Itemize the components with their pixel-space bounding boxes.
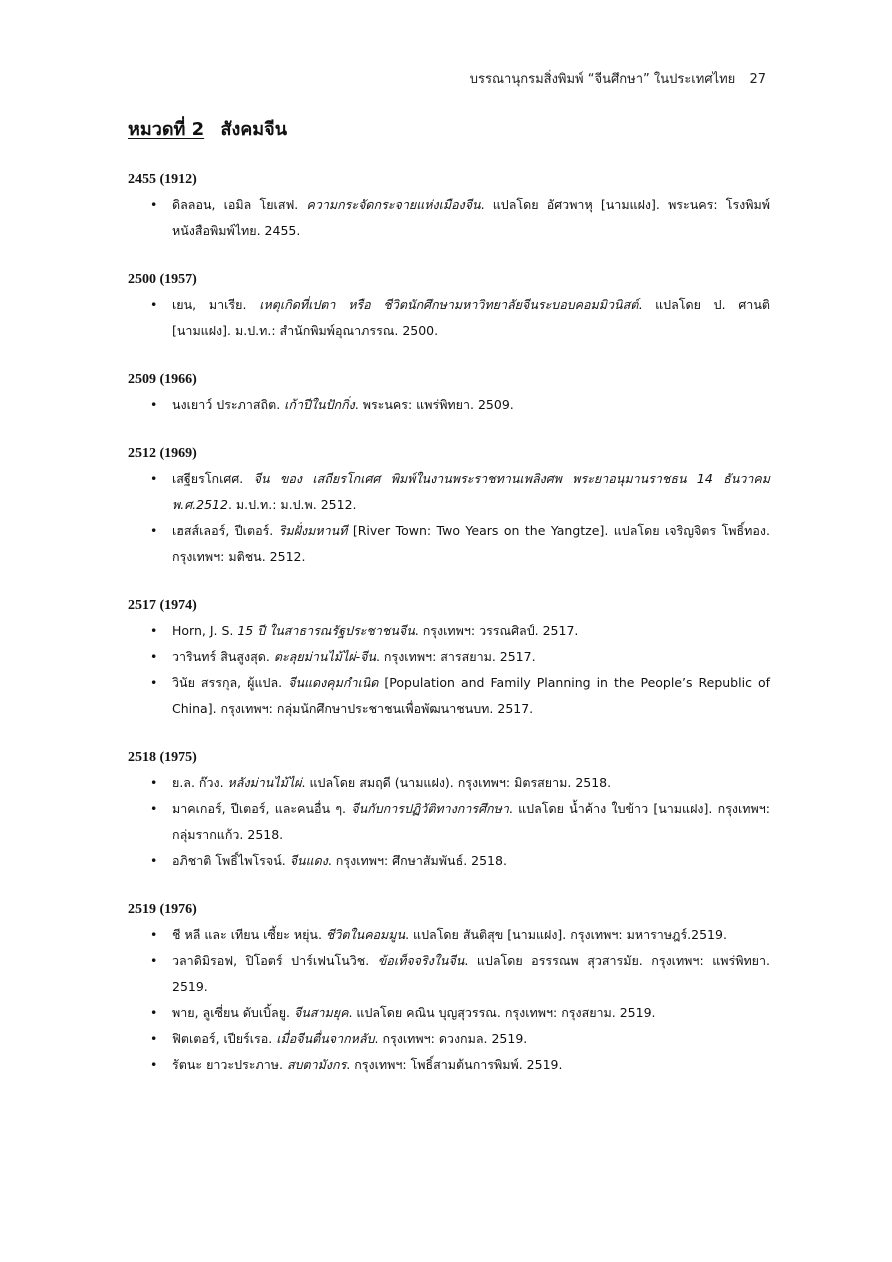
bullet-icon: • xyxy=(150,927,158,942)
bullet-icon: • xyxy=(150,649,158,664)
bullet-icon: • xyxy=(150,523,158,538)
entry-author: เยน, มาเรีย. xyxy=(172,297,260,312)
page-number: 27 xyxy=(749,72,766,87)
entry-publication-info: . กรุงเทพฯ: โพธิ์สามต้นการพิมพ์. 2519. xyxy=(346,1057,563,1072)
year-heading: 2517 (1974) xyxy=(128,598,197,613)
entry-author: มาคเกอร์, ปีเตอร์, และคนอื่น ๆ. xyxy=(172,801,352,816)
year-heading: 2455 (1912) xyxy=(128,172,197,187)
year-heading: 2518 (1975) xyxy=(128,750,197,765)
bibliography-entry xyxy=(128,670,770,722)
entry-title: ตะลุยม่านไม้ไผ่-จีน xyxy=(273,649,376,664)
entry-title: หลังม่านไม้ไผ่ xyxy=(227,775,302,790)
year-section xyxy=(128,168,770,244)
entry-title: 15 ปี ในสาธารณรัฐประชาชนจีน xyxy=(237,623,415,638)
running-header-title: บรรณานุกรมสิ่งพิมพ์ “จีนศึกษา” ในประเทศไทย xyxy=(469,72,736,87)
entry-author: ดิลลอน, เอมิล โยเสฟ. xyxy=(172,197,307,212)
entry-title: เหตุเกิดที่เปตา หรือ ชีวิตนักศึกษามหาวิทยาลัยจีนระบอบคอมมิวนิสต์ xyxy=(259,297,639,312)
bibliography-entry xyxy=(128,1026,770,1052)
entry-title: จีนแดงคุมกำเนิด xyxy=(288,675,379,690)
bibliography-entry xyxy=(128,1000,770,1026)
entry-publication-info: . แปลโดย น้ำค้าง ใบข้าว [นามแฝง]. กรุงเทพฯ: กลุ่มรากแก้ว. 2518. xyxy=(172,801,770,842)
entry-author: รัตนะ ยาวะประภาษ. xyxy=(172,1057,287,1072)
chapter-heading xyxy=(128,114,287,143)
entry-author: วินัย สรรกุล, ผู้แปล. xyxy=(172,675,289,690)
chapter-title: สังคมจีน xyxy=(220,119,288,140)
year-section xyxy=(128,368,770,418)
bibliography-entry xyxy=(128,292,770,344)
entry-title: จีนกับการปฏิวัติทางการศึกษา xyxy=(351,801,509,816)
year-heading: 2509 (1966) xyxy=(128,372,197,387)
bibliography-entry xyxy=(128,948,770,1000)
entry-author: วารินทร์ สินสูงสุด. xyxy=(172,649,274,664)
bullet-icon: • xyxy=(150,675,158,690)
entry-author: อภิชาติ โพธิ์ไพโรจน์. xyxy=(172,853,290,868)
bibliography-list xyxy=(128,168,770,1102)
entry-author: ย.ล. ก๊วง. xyxy=(172,775,228,790)
entry-title: จีน ของ เสถียรโกเศศ พิมพ์ในงานพระราชทานเพลิงศพ พระยาอนุมานราชธน 14 ธันวาคม พ.ศ.2512 xyxy=(172,471,770,512)
year-section xyxy=(128,268,770,344)
year-section xyxy=(128,442,770,570)
entry-publication-info: . แปลโดย อัศวพาหุ [นามแฝง]. พระนคร: โรงพิมพ์หนังสือพิมพ์ไทย. 2455. xyxy=(172,197,771,238)
bullet-icon: • xyxy=(150,197,158,212)
year-heading: 2519 (1976) xyxy=(128,902,197,917)
year-section xyxy=(128,898,770,1078)
year-heading: 2500 (1957) xyxy=(128,272,197,287)
bibliography-entry xyxy=(128,466,770,518)
entry-title: เก้าปีในปักกิ่ง xyxy=(284,397,355,412)
entry-title: ข้อเท็จจริงในจีน xyxy=(377,953,465,968)
bibliography-entry xyxy=(128,192,770,244)
entry-publication-info: . แปลโดย สันติสุข [นามแฝง]. กรุงเทพฯ: มหาราษฎร์.2519. xyxy=(405,927,727,942)
entry-author: เสฐียรโกเศศ. xyxy=(172,471,254,486)
bullet-icon: • xyxy=(150,1005,158,1020)
bullet-icon: • xyxy=(150,397,158,412)
entry-publication-info: . กรุงเทพฯ: ศึกษาสัมพันธ์. 2518. xyxy=(327,853,507,868)
bullet-icon: • xyxy=(150,801,158,816)
entry-title: สบตามังกร xyxy=(286,1057,347,1072)
bibliography-entry xyxy=(128,518,770,570)
bullet-icon: • xyxy=(150,623,158,638)
entry-title: ชีวิตในคอมมูน xyxy=(325,927,406,942)
entry-title: ริมฝั่งมหานที xyxy=(278,523,348,538)
entry-publication-info: . ม.ป.ท.: ม.ป.พ. 2512. xyxy=(227,497,357,512)
bullet-icon: • xyxy=(150,471,158,486)
year-section xyxy=(128,594,770,722)
bullet-icon: • xyxy=(150,775,158,790)
entry-title: เมื่อจีนตื่นจากหลับ xyxy=(276,1031,375,1046)
entry-publication-info: [Population and Family Planning in the People’s Republic of China]. กรุงเทพฯ: กลุ่มนักศึกษาประชาชนเพื่อพัฒนาชนบท. 2517. xyxy=(172,675,770,716)
entry-author: ชี หลี และ เทียน เซี้ยะ หยุ่น. xyxy=(172,927,326,942)
bullet-icon: • xyxy=(150,953,158,968)
entry-publication-info: . กรุงเทพฯ: วรรณศิลป์. 2517. xyxy=(414,623,579,638)
running-header xyxy=(470,68,766,89)
chapter-number: หมวดที่ 2 xyxy=(128,119,205,140)
entry-publication-info: . แปลโดย อรรรณพ สุวสารมัย. กรุงเทพฯ: แพร่พิทยา. 2519. xyxy=(172,953,770,994)
bullet-icon: • xyxy=(150,853,158,868)
bibliography-entry xyxy=(128,796,770,848)
bibliography-entry xyxy=(128,848,770,874)
entry-publication-info: . กรุงเทพฯ: ดวงกมล. 2519. xyxy=(374,1031,528,1046)
entry-title: ความกระจัดกระจายแห่งเมืองจีน xyxy=(306,197,481,212)
entry-author: Horn, J. S. xyxy=(172,623,238,638)
bibliography-entry xyxy=(128,392,770,418)
bibliography-entry xyxy=(128,770,770,796)
year-heading: 2512 (1969) xyxy=(128,446,197,461)
bibliography-entry xyxy=(128,922,770,948)
bibliography-entry xyxy=(128,1052,770,1078)
entry-publication-info: . แปลโดย คณิน บุญสุวรรณ. กรุงเทพฯ: กรุงสยาม. 2519. xyxy=(348,1005,656,1020)
entry-publication-info: . กรุงเทพฯ: สารสยาม. 2517. xyxy=(375,649,536,664)
entry-author: วลาดิมิรอฟ, ปิโอตร์ ปาร์เฟนโนวิช. xyxy=(172,953,378,968)
bullet-icon: • xyxy=(150,1057,158,1072)
year-section xyxy=(128,746,770,874)
entry-publication-info: . แปลโดย สมฤดี (นามแฝง). กรุงเทพฯ: มิตรสยาม. 2518. xyxy=(301,775,612,790)
bullet-icon: • xyxy=(150,297,158,312)
entry-title: จีนสามยุค xyxy=(293,1005,349,1020)
entry-author: นงเยาว์ ประภาสถิต. xyxy=(172,397,285,412)
entry-publication-info: [River Town: Two Years on the Yangtze]. แปลโดย เจริญจิตร โพธิ์ทอง. กรุงเทพฯ: มติชน. 2512. xyxy=(172,523,770,564)
entry-publication-info: . พระนคร: แพร่พิทยา. 2509. xyxy=(354,397,514,412)
entry-author: ฟิตเตอร์, เปียร์เรอ. xyxy=(172,1031,277,1046)
bibliography-entry xyxy=(128,618,770,644)
entry-author: เฮสส์เลอร์, ปีเตอร์. xyxy=(172,523,279,538)
entry-title: จีนแดง xyxy=(289,853,328,868)
bullet-icon: • xyxy=(150,1031,158,1046)
entry-author: พาย, ลูเซี่ยน ดับเบิ้ลยู. xyxy=(172,1005,294,1020)
bibliography-entry xyxy=(128,644,770,670)
entry-publication-info: . แปลโดย ป. ศานติ [นามแฝง]. ม.ป.ท.: สำนักพิมพ์อุณาภรรณ. 2500. xyxy=(172,297,770,338)
